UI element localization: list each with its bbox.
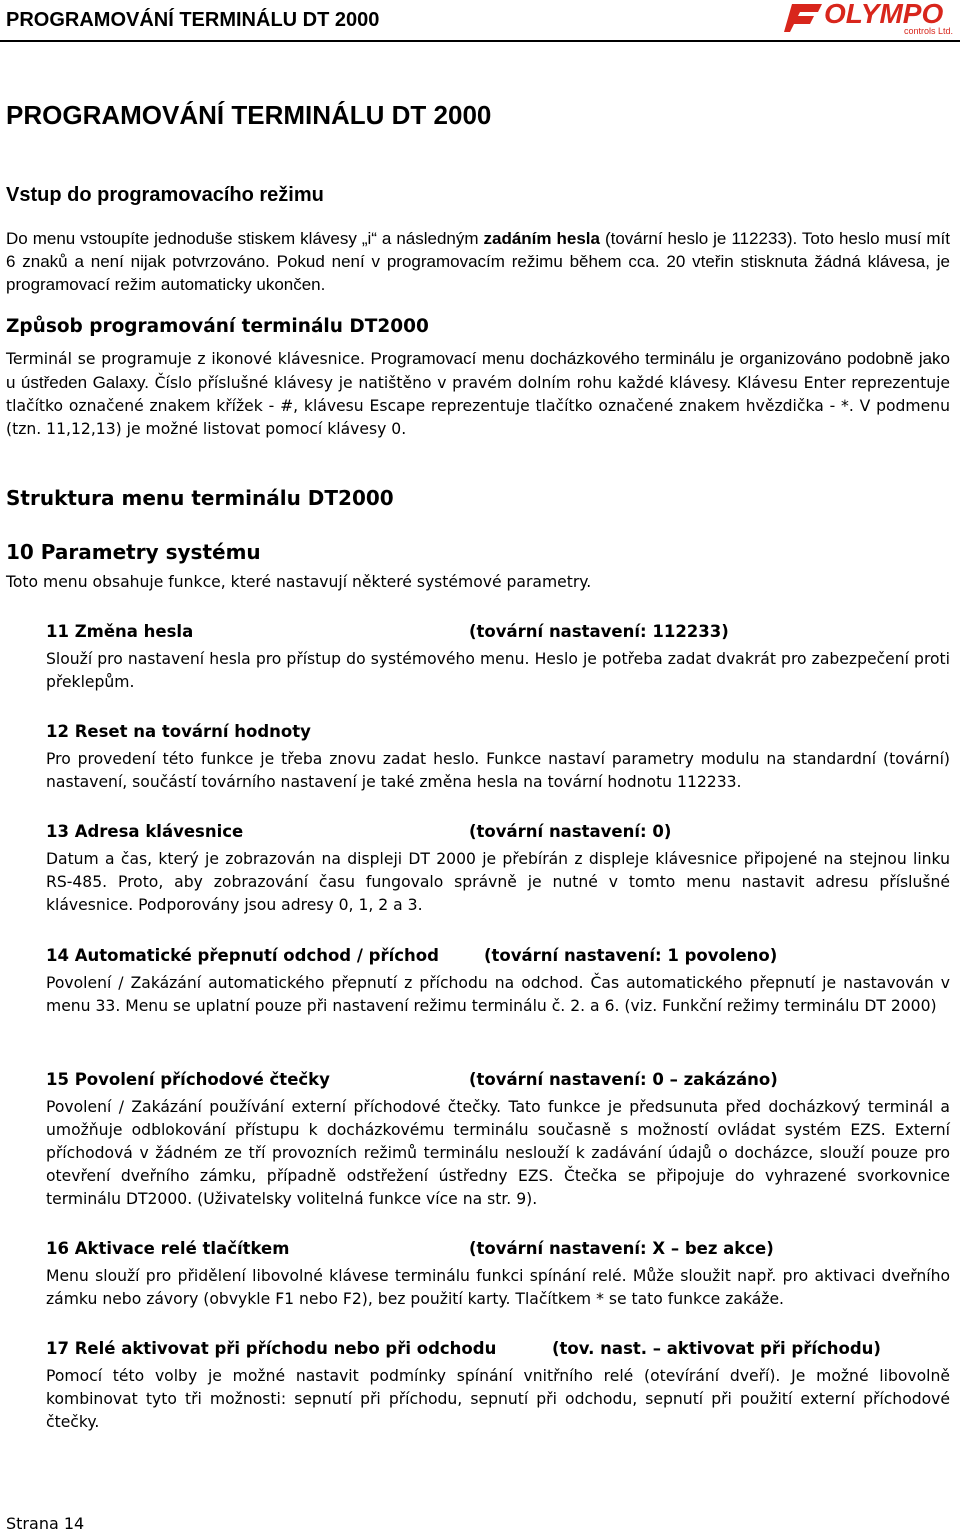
menu-item-16-default: (tovární nastavení: X – bez akce) xyxy=(469,1239,774,1258)
structure-title: Struktura menu terminálu DT2000 xyxy=(6,486,394,510)
method-text-3: Číslo příslušné klávesy je natištěno v pravém dolním rohu každé klávesy. Klávesu Enter reprezentuje tlačítko označené znakem křížek - #, klávesu Escape reprezentuje tlačítko označené znakem hvězdička - *. V podmenu (tzn. 11,12,13) je možné listovat pomocí klávesy 0. xyxy=(6,374,950,438)
menu-item-14-body: Povolení / Zakázání automatického přepnutí z příchodu na odchod. Čas automatického přepnutí je nastavován v menu 33. Menu se uplatní pouze při nastavení režimu terminálu č. 2. a 6. (viz. Funkční režimy terminálu DT 2000) xyxy=(46,974,950,1015)
olympo-logo xyxy=(784,0,958,38)
menu-item-15-body: Povolení / Zakázání používání externí příchodové čtečky. Tato funkce je předsunuta před docházkový terminál a umožňuje odblokování přístupu k docházkovému terminálu současně s možností ovládat systém EZS. Externí příchodová v žádném ze tří provozních režimů terminálu neslouží k zadávání údajů o docházce, slouží pouze pro otevření dveřního zámku, případně odstřežení ústředny EZS. Čtečka se připojuje do vyhrazené svorkovnice terminálu DT2000. (Uživatelsky volitelná funkce více na str. 9). xyxy=(46,1098,950,1208)
logo-subtext: controls Ltd. xyxy=(904,26,954,36)
menu-item-15-heading xyxy=(46,1070,778,1089)
menu-item-12-body: Pro provedení této funkce je třeba znovu zadat heslo. Funkce nastaví parametry modulu na standardní (tovární) nastavení, součástí továrního nastavení je také změna hesla na tovární hodnotu 112233. xyxy=(46,750,950,791)
menu-item-14-title: 14 Automatické přepnutí odchod / příchod xyxy=(46,946,439,965)
menu-item-17-title: 17 Relé aktivovat při příchodu nebo při odchodu xyxy=(46,1339,497,1358)
menu-item-11-default: (tovární nastavení: 112233) xyxy=(469,622,729,641)
entry-paragraph xyxy=(6,227,950,296)
logo-mark-icon xyxy=(784,2,824,34)
method-text-1: Terminál se programuje z ikonové klávesnice. xyxy=(6,350,365,368)
menu-item-13-body: Datum a čas, který je zobrazován na displeji DT 2000 je přebírán z displeje klávesnice připojené na stejnou linku RS-485. Proto, aby zobrazování času fungovalo správně je nutné v tomto menu nastavit adresu příslušné klávesnice. Podporovány jsou adresy 0, 1, 2 a 3. xyxy=(46,850,950,914)
menu-item-16-heading xyxy=(46,1239,774,1258)
system-title: 10 Parametry systému xyxy=(6,540,261,564)
page-number: Strana 14 xyxy=(6,1514,85,1533)
method-text-2: Programovací menu docházkového terminálu je organizováno podobně jako u ústředen Galaxy. xyxy=(6,349,951,392)
section-title-entry: Vstup do programovacího režimu xyxy=(6,184,324,206)
menu-item-15-default: (tovární nastavení: 0 – zakázáno) xyxy=(469,1070,778,1089)
menu-item-15-title: 15 Povolení příchodové čtečky xyxy=(46,1070,330,1089)
entry-text-pre: Do menu vstoupíte jednoduše stiskem klávesy „i“ a následným xyxy=(6,229,484,248)
menu-item-12-heading xyxy=(46,722,311,741)
system-description: Toto menu obsahuje funkce, které nastavují některé systémové parametry. xyxy=(6,573,592,591)
entry-text-post: (tovární heslo je 112233). Toto heslo musí mít 6 znaků a není nijak potvrzováno. Pokud není v programovacím režimu během cca. 20 vteřin stisknuta žádná klávesa, je programovací režim automaticky ukončen. xyxy=(6,229,950,294)
menu-item-14-default: (tovární nastavení: 1 povoleno) xyxy=(484,946,778,965)
header-divider xyxy=(0,40,960,42)
menu-item-17-heading xyxy=(46,1339,881,1358)
menu-item-16-title: 16 Aktivace relé tlačítkem xyxy=(46,1239,290,1258)
header-title: PROGRAMOVÁNÍ TERMINÁLU DT 2000 xyxy=(6,9,380,31)
menu-item-17-body: Pomocí této volby je možné nastavit podmínky spínání vnitřního relé (otevírání dveří). Je možné libovolně kombinovat tyto tři možnosti: sepnutí při příchodu, sepnutí při odchodu, sepnutí při použití externí příchodové čtečky. xyxy=(46,1367,950,1431)
method-paragraph xyxy=(6,347,950,441)
menu-item-13-default: (tovární nastavení: 0) xyxy=(469,822,672,841)
menu-item-13-heading xyxy=(46,822,672,841)
menu-item-11-title: 11 Změna hesla xyxy=(46,622,194,641)
menu-item-13-title: 13 Adresa klávesnice xyxy=(46,822,244,841)
entry-text-bold: zadáním hesla xyxy=(483,229,600,248)
menu-item-11-body: Slouží pro nastavení hesla pro přístup do systémového menu. Heslo je potřeba zadat dvakrát pro zabezpečení proti překlepům. xyxy=(46,650,950,691)
menu-item-14-heading xyxy=(46,946,778,965)
page-title: PROGRAMOVÁNÍ TERMINÁLU DT 2000 xyxy=(6,100,492,130)
menu-item-17-default: (tov. nast. – aktivovat při příchodu) xyxy=(552,1339,881,1358)
menu-item-12-title: 12 Reset na tovární hodnoty xyxy=(46,722,311,741)
menu-item-16-body: Menu slouží pro přidělení libovolné klávese terminálu funkci spínání relé. Může sloužit např. pro aktivaci dveřního zámku nebo závory (obvykle F1 nebo F2), bez použití karty. Tlačítkem * se tato funkce zakáže. xyxy=(46,1267,950,1308)
section-title-method: Způsob programování terminálu DT2000 xyxy=(6,316,429,337)
menu-item-11-heading xyxy=(46,622,729,641)
logo-text: OLYMPO xyxy=(824,0,944,29)
